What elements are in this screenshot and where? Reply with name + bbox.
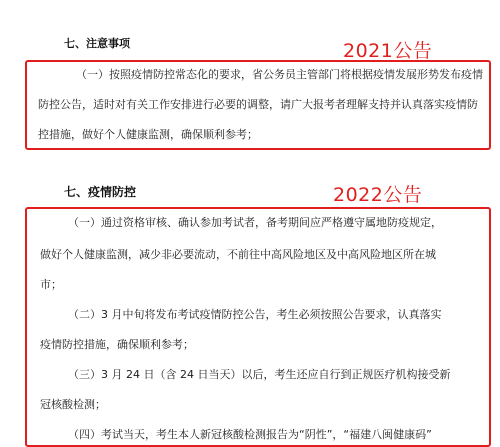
paragraph-line: （四）考试当天，考生本人新冠核酸检测报告为“阴性”，“福建八闽健康码” — [68, 428, 432, 441]
year-label-2021: 2021公告 — [343, 40, 433, 62]
paragraph-line: （一）按照疫情防控常态化的要求，省公务员主管部门将根据疫情发展形势发布疫情 — [76, 68, 483, 81]
paragraph-line: （三）3 月 24 日（含 24 日当天）以后，考生还应自行到正规医疗机构接受新 — [68, 368, 451, 381]
section-heading-2021: 七、注意事项 — [64, 37, 130, 50]
paragraph-line: 市； — [40, 278, 62, 291]
paragraph-line: 冠核酸检测； — [40, 398, 106, 411]
paragraph-line: 疫情防控措施，确保顺利参考； — [40, 338, 194, 351]
year-label-2022: 2022公告 — [333, 184, 423, 206]
paragraph-line: 防控公告，适时对有关工作安排进行必要的调整，请广大报考者理解支持并认真落实疫情防 — [38, 98, 478, 111]
section-heading-2022: 七、疫情防控 — [64, 185, 137, 199]
paragraph-line: （二）3 月中旬将发布考试疫情防控公告，考生必须按照公告要求，认真落实 — [68, 308, 442, 321]
paragraph-line: 控措施，做好个人健康监测，确保顺利参考； — [38, 128, 258, 141]
paragraph-line: （一）通过资格审核、确认参加考试者，备考期间应严格遵守属地防疫规定， — [68, 216, 442, 229]
paragraph-line: 做好个人健康监测，减少非必要流动，不前往中高风险地区及中高风险地区所在城 — [40, 248, 436, 261]
